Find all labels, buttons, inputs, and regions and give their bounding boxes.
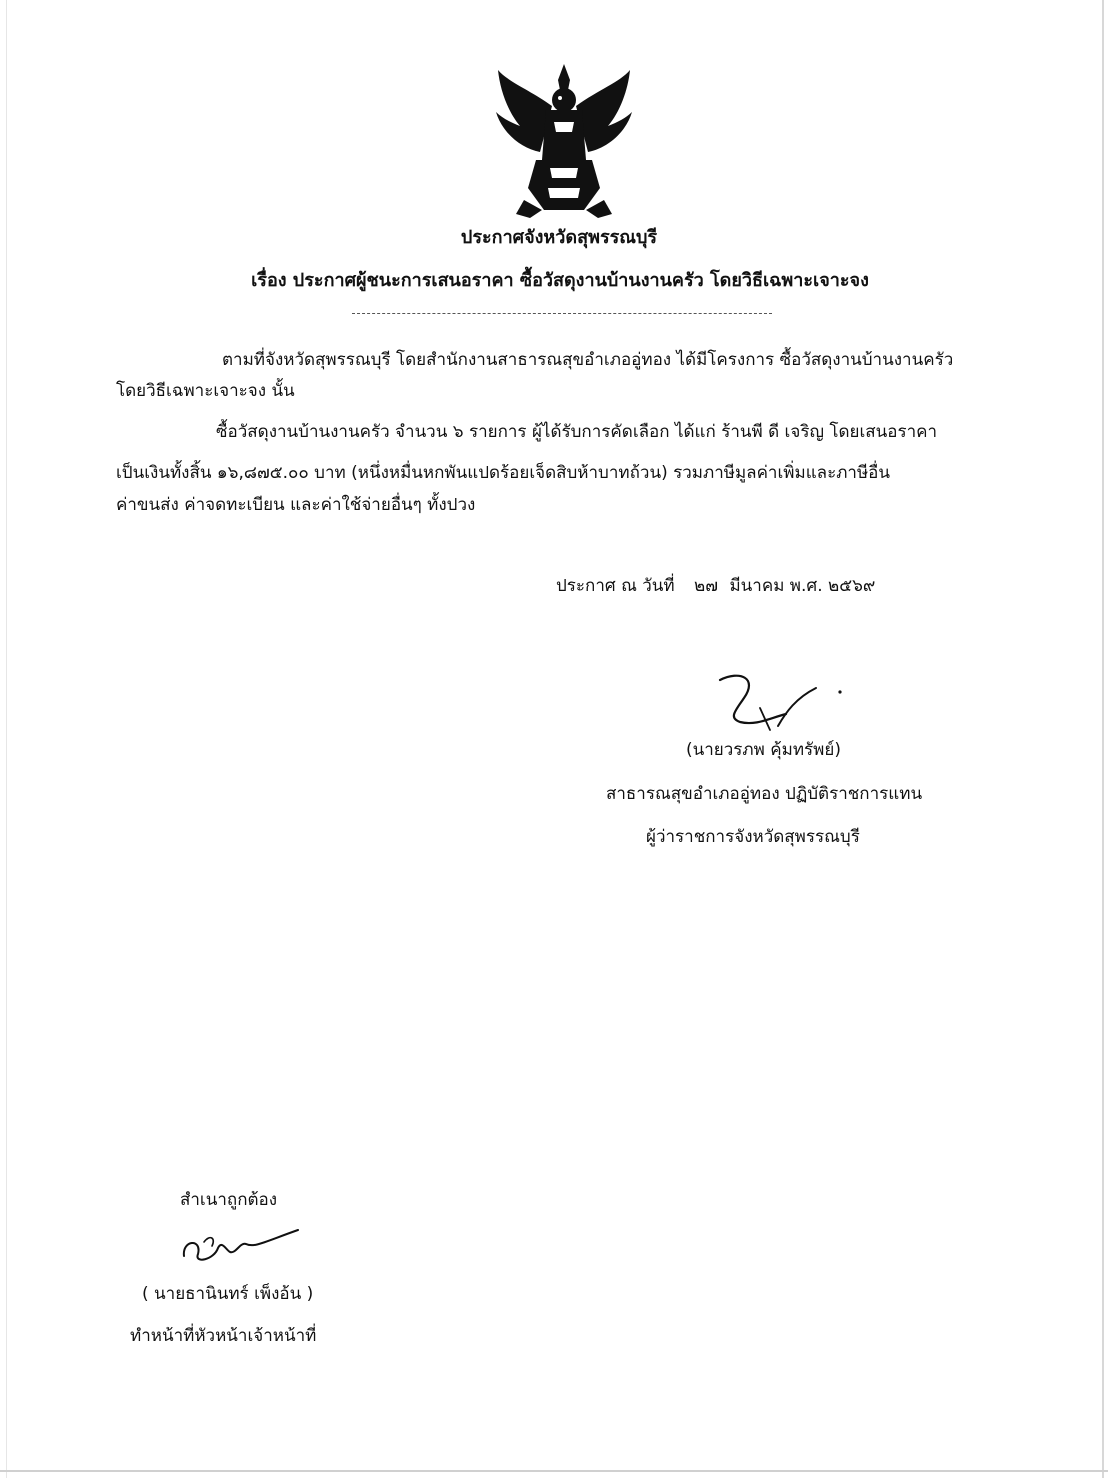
para1-line2: โดยวิธีเฉพาะเจาะจง นั้น bbox=[116, 381, 295, 401]
para2-line2: เป็นเงินทั้งสิ้น ๑๖,๘๗๕.๐๐ บาท (หนึ่งหมื่นหกพันแปดร้อยเจ็ดสิบห้าบาทถ้วน) รวมภาษีมูลค่าเพิ่มและภาษีอื่น bbox=[116, 463, 890, 483]
signatory-position-line1: สาธารณสุขอำเภออู่ทอง ปฏิบัติราชการแทน bbox=[606, 784, 923, 804]
date-year: ๒๕๖๙ bbox=[828, 576, 876, 596]
header-divider bbox=[352, 313, 772, 314]
page-edge-bottom bbox=[0, 1470, 1108, 1472]
date-day: ๒๗ bbox=[694, 576, 719, 596]
para1-line1: ตามที่จังหวัดสุพรรณบุรี โดยสำนักงานสาธารณสุขอำเภออู่ทอง ได้มีโครงการ ซื้อวัสดุงานบ้านงานครัว bbox=[222, 350, 954, 370]
certified-copy-label: สำเนาถูกต้อง bbox=[180, 1190, 278, 1210]
date-prefix: ประกาศ ณ วันที่ bbox=[556, 576, 675, 596]
signatory-name: (นายวรภพ คุ้มทรัพย์) bbox=[686, 740, 841, 760]
document-subject: เรื่อง ประกาศผู้ชนะการเสนอราคา ซื้อวัสดุงานบ้านงานครัว โดยวิธีเฉพาะเจาะจง bbox=[251, 270, 869, 291]
para2-line1: ซื้อวัสดุงานบ้านงานครัว จำนวน ๖ รายการ ผู้ได้รับการคัดเลือก ได้แก่ ร้านพี ดี เจริญ โดยเสนอราคา bbox=[216, 422, 938, 442]
document-title: ประกาศจังหวัดสุพรรณบุรี bbox=[460, 227, 658, 248]
certified-copy-signature bbox=[174, 1220, 304, 1270]
announcement-date bbox=[556, 572, 875, 599]
para2-line3: ค่าขนส่ง ค่าจดทะเบียน และค่าใช้จ่ายอื่นๆ ทั้งปวง bbox=[116, 495, 476, 515]
certified-copy-name: ( นายธานินทร์ เพ็งอ้น ) bbox=[142, 1284, 314, 1304]
garuda-emblem bbox=[490, 60, 638, 220]
signature-mark bbox=[700, 668, 850, 738]
signatory-position-line2: ผู้ว่าราชการจังหวัดสุพรรณบุรี bbox=[646, 827, 860, 847]
date-month-year: มีนาคม พ.ศ. bbox=[729, 576, 823, 596]
certified-copy-position: ทำหน้าที่หัวหน้าเจ้าหน้าที่ bbox=[130, 1326, 317, 1346]
